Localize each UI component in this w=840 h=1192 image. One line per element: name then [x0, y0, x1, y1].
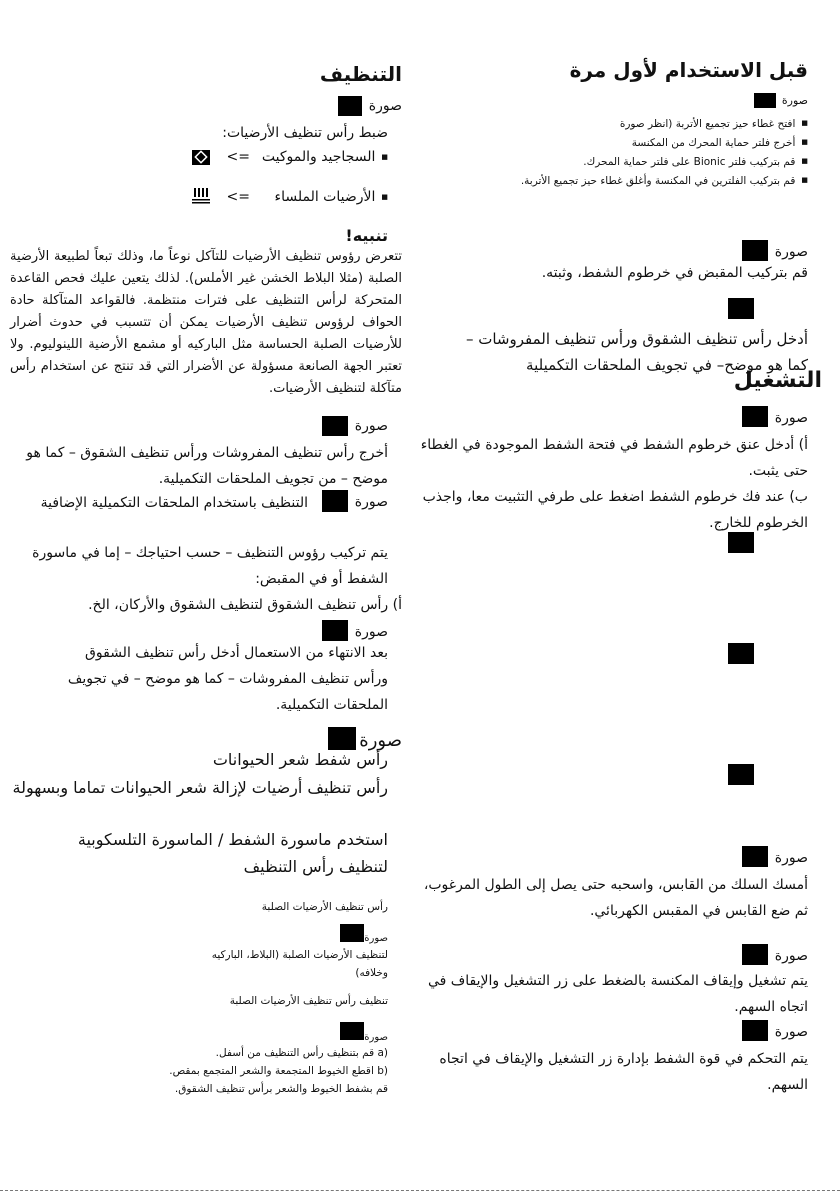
paragraph: بعد الانتهاء من الاستعمال أدخل رأس تنظيف الشقوق ورأس تنظيف المفروشات – كما هو موضح – في تجويف الملحقات التكميلية. [67, 645, 388, 713]
figure-number-box [742, 846, 768, 867]
paragraph: يتم تركيب رؤوس التنظيف – حسب احتياجك – إما في ماسورة الشفط أو في المقبض: [32, 545, 388, 587]
figure-number-box [742, 240, 768, 261]
paragraph: قم بتركيب المقبض في خرطوم الشفط، وثبته. [541, 265, 808, 281]
figure-label: صورة [781, 94, 808, 107]
figure-label: صورة [354, 624, 388, 640]
list-item: ■ قم بتركيب الفلترين في المكنسة وأغلق غطاء حيز تجميع الأتربة. [418, 171, 808, 190]
floor-setting-title: ضبط رأس تنظيف الأرضيات: [222, 125, 388, 141]
section-heading-cleaning: التنظيف [319, 62, 402, 86]
paragraph: أدخل رأس تنظيف الشقوق ورأس تنظيف المفروشات –كما هو موضح– في تجويف الملحقات التكميلية [465, 330, 808, 374]
section-heading-operation: التشغيل [733, 368, 822, 393]
arrow-text: <= [226, 149, 250, 165]
figure-label: صورة [354, 418, 388, 434]
pet-head-title: رأس شفط شعر الحيوانات [212, 750, 388, 769]
figure-number-box [322, 620, 348, 641]
paragraph: رأس تنظيف أرضيات لإزالة شعر الحيوانات تماما وبسهولة [12, 778, 388, 797]
figure-label: صورة [364, 1032, 388, 1043]
figure-label: صورة [774, 244, 808, 260]
list-item: ■ قم بتركيب فلتر Bionic على فلتر حماية المحرك. [418, 152, 808, 171]
figure-number-box [728, 298, 754, 319]
paragraph: (a قم بتنظيف رأس التنظيف من أسفل. [215, 1047, 388, 1059]
floor-smooth-label: ■ الأرضيات الملساء [275, 184, 389, 210]
paragraph-title: التنظيف باستخدام الملحقات التكميلية الإضافية [40, 495, 308, 511]
paragraph: يتم التحكم في قوة الشفط بإدارة زر التشغيل والإيقاف في اتجاه السهم. [439, 1051, 808, 1093]
paragraph: قم بشفط الخيوط والشعر برأس تنظيف الشقوق. [174, 1083, 388, 1095]
figure-number-box [728, 643, 754, 664]
paragraph: أ) أدخل عنق خرطوم الشفط في فتحة الشفط الموجودة في الغطاء حتى يثبت. [420, 437, 808, 479]
paragraph: أ) رأس تنظيف الشقوق لتنظيف الشقوق والأركان، الخ. [88, 597, 402, 613]
figure-number-box [742, 944, 768, 965]
page-bottom-divider [0, 1190, 840, 1191]
paragraph: لتنظيف الأرضيات الصلبة (البلاط، الباركيه وخلافه) [211, 949, 388, 979]
first-use-list [418, 114, 808, 190]
paragraph: ب) عند فك خرطوم الشفط اضغط على طرفي التثبيت معا، واجذب الخرطوم للخارج. [422, 489, 808, 531]
figure-label: صورة [359, 730, 402, 751]
figure-number-box [728, 532, 754, 553]
list-item: ■ أخرج فلتر حماية المحرك من المكنسة [418, 133, 808, 152]
figure-label: صورة [774, 410, 808, 426]
smooth-floor-mode-icon [192, 188, 210, 203]
figure-number-box [340, 1022, 364, 1040]
figure-number-box [340, 924, 364, 942]
figure-label: صورة [774, 850, 808, 866]
paragraph: أخرج رأس تنظيف المفروشات ورأس تنظيف الشقوق – كما هو موضح – من تجويف الملحقات التكميلية. [26, 445, 388, 487]
paragraph: يتم تشغيل وإيقاف المكنسة بالضغط على زر التشغيل والإيقاف في اتجاه السهم. [427, 973, 808, 1015]
figure-label: صورة [354, 494, 388, 510]
floor-carpet-label: ■ السجاجيد والموكيت [262, 144, 388, 170]
hard-floor-title: رأس تنظيف الأرضيات الصلبة [261, 901, 388, 913]
warning-title: تنبيه! [345, 226, 388, 245]
list-item: ■ افتح غطاء حيز تجميع الأتربة (انظر صورة [418, 114, 808, 133]
figure-label: صورة [774, 948, 808, 964]
arrow-text: <= [226, 189, 250, 205]
hard-clean-title: تنظيف رأس تنظيف الأرضيات الصلبة [229, 995, 388, 1007]
figure-number-box [742, 1020, 768, 1041]
paragraph: أمسك السلك من القابس، واسحبه حتى يصل إلى الطول المرغوب، ثم ضع القابس في المقبس الكهربائي. [423, 877, 808, 919]
carpet-mode-icon [192, 150, 210, 165]
figure-number-box [754, 93, 776, 108]
figure-number-box [322, 416, 348, 436]
warning-text: تتعرض رؤوس تنظيف الأرضيات للتآكل نوعاً ما، وذلك تبعاً لطبيعة الأرضية الصلبة (مثلا البلاط الخشن غير الأملس). لذلك يتعين عليك فحص القاعدة المتحركة لرأس التنظيف على فترات منتظمة. فالقواعد المتآكلة حادة الحواف لرؤوس تنظيف الأرضيات يمكن أن تتسبب في حدوث أضرار للأرضيات الصلبة الحساسة مثل الباركيه أو مشمع الأرضية اللينوليوم. ولا تعتبر الجهة الصانعة مسؤولة عن الأضرار التي قد تنتج عن استخدام رأس متآكلة لتنظيف الأرضيات. [10, 249, 402, 396]
figure-number-box [728, 764, 754, 785]
figure-label: صورة [368, 98, 402, 114]
figure-label: صورة [364, 933, 388, 944]
figure-label: صورة [774, 1024, 808, 1040]
figure-number-box [742, 406, 768, 427]
paragraph: استخدم ماسورة الشفط / الماسورة التلسكوبية لتنظيف رأس التنظيف [77, 830, 388, 876]
paragraph: (b اقطع الخيوط المتجمعة والشعر المتجمع بمقص. [169, 1065, 388, 1077]
section-heading-before-first-use: قبل الاستخدام لأول مرة [569, 58, 808, 82]
figure-number-box [338, 96, 362, 116]
